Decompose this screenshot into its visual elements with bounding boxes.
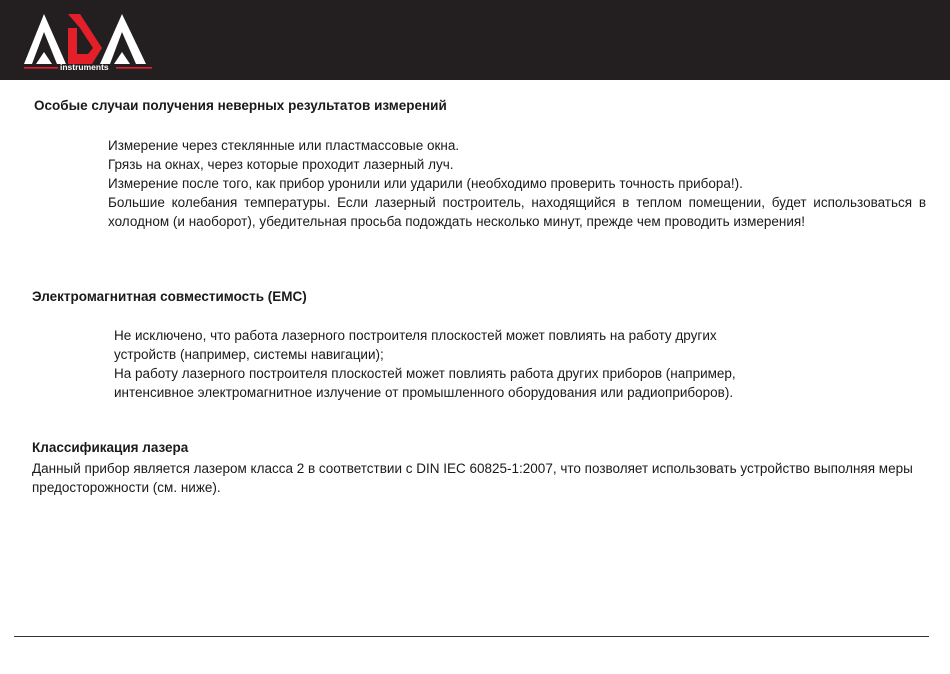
section-title-laser-class: Классификация лазера (32, 440, 189, 455)
laser-class-text: Данный прибор является лазером класса 2 в соответствии с DIN IEC 60825-1:2007, что позволяет использовать устройство выполняя меры предосторожности (см. ниже). (32, 461, 913, 495)
footer-divider (14, 636, 929, 637)
svg-text:instruments: instruments (60, 62, 109, 72)
error-case-temperature: Большие колебания температуры. Если лазерный построитель, находящийся в теплом помещении, будет использоваться в холодном (и наоборот), убедительная просьба подождать несколько минут, прежде чем проводить измерения! (108, 195, 926, 229)
error-case-dirt: Грязь на окнах, через которые проходит лазерный луч. (108, 157, 454, 172)
emc-text-line1: Не исключено, что работа лазерного построителя плоскостей может повлиять на работу других (114, 328, 717, 343)
section-title-measurement-errors: Особые случаи получения неверных результатов измерений (34, 98, 447, 113)
section-title-emc: Электромагнитная совместимость (EMC) (32, 289, 307, 304)
ada-logo (22, 8, 154, 74)
header-bar (0, 0, 950, 80)
emc-text-line2: устройств (например, системы навигации); (114, 347, 384, 362)
emc-text-line4: интенсивное электромагнитное излучение от промышленного оборудования или радиоприборов). (114, 385, 734, 400)
error-case-glass: Измерение через стеклянные или пластмассовые окна. (108, 138, 460, 153)
error-case-dropped: Измерение после того, как прибор уронили или ударили (необходимо проверить точность прибора!). (108, 176, 743, 191)
emc-text-line3: На работу лазерного построителя плоскостей может повлиять работа других приборов (например, (114, 366, 736, 381)
